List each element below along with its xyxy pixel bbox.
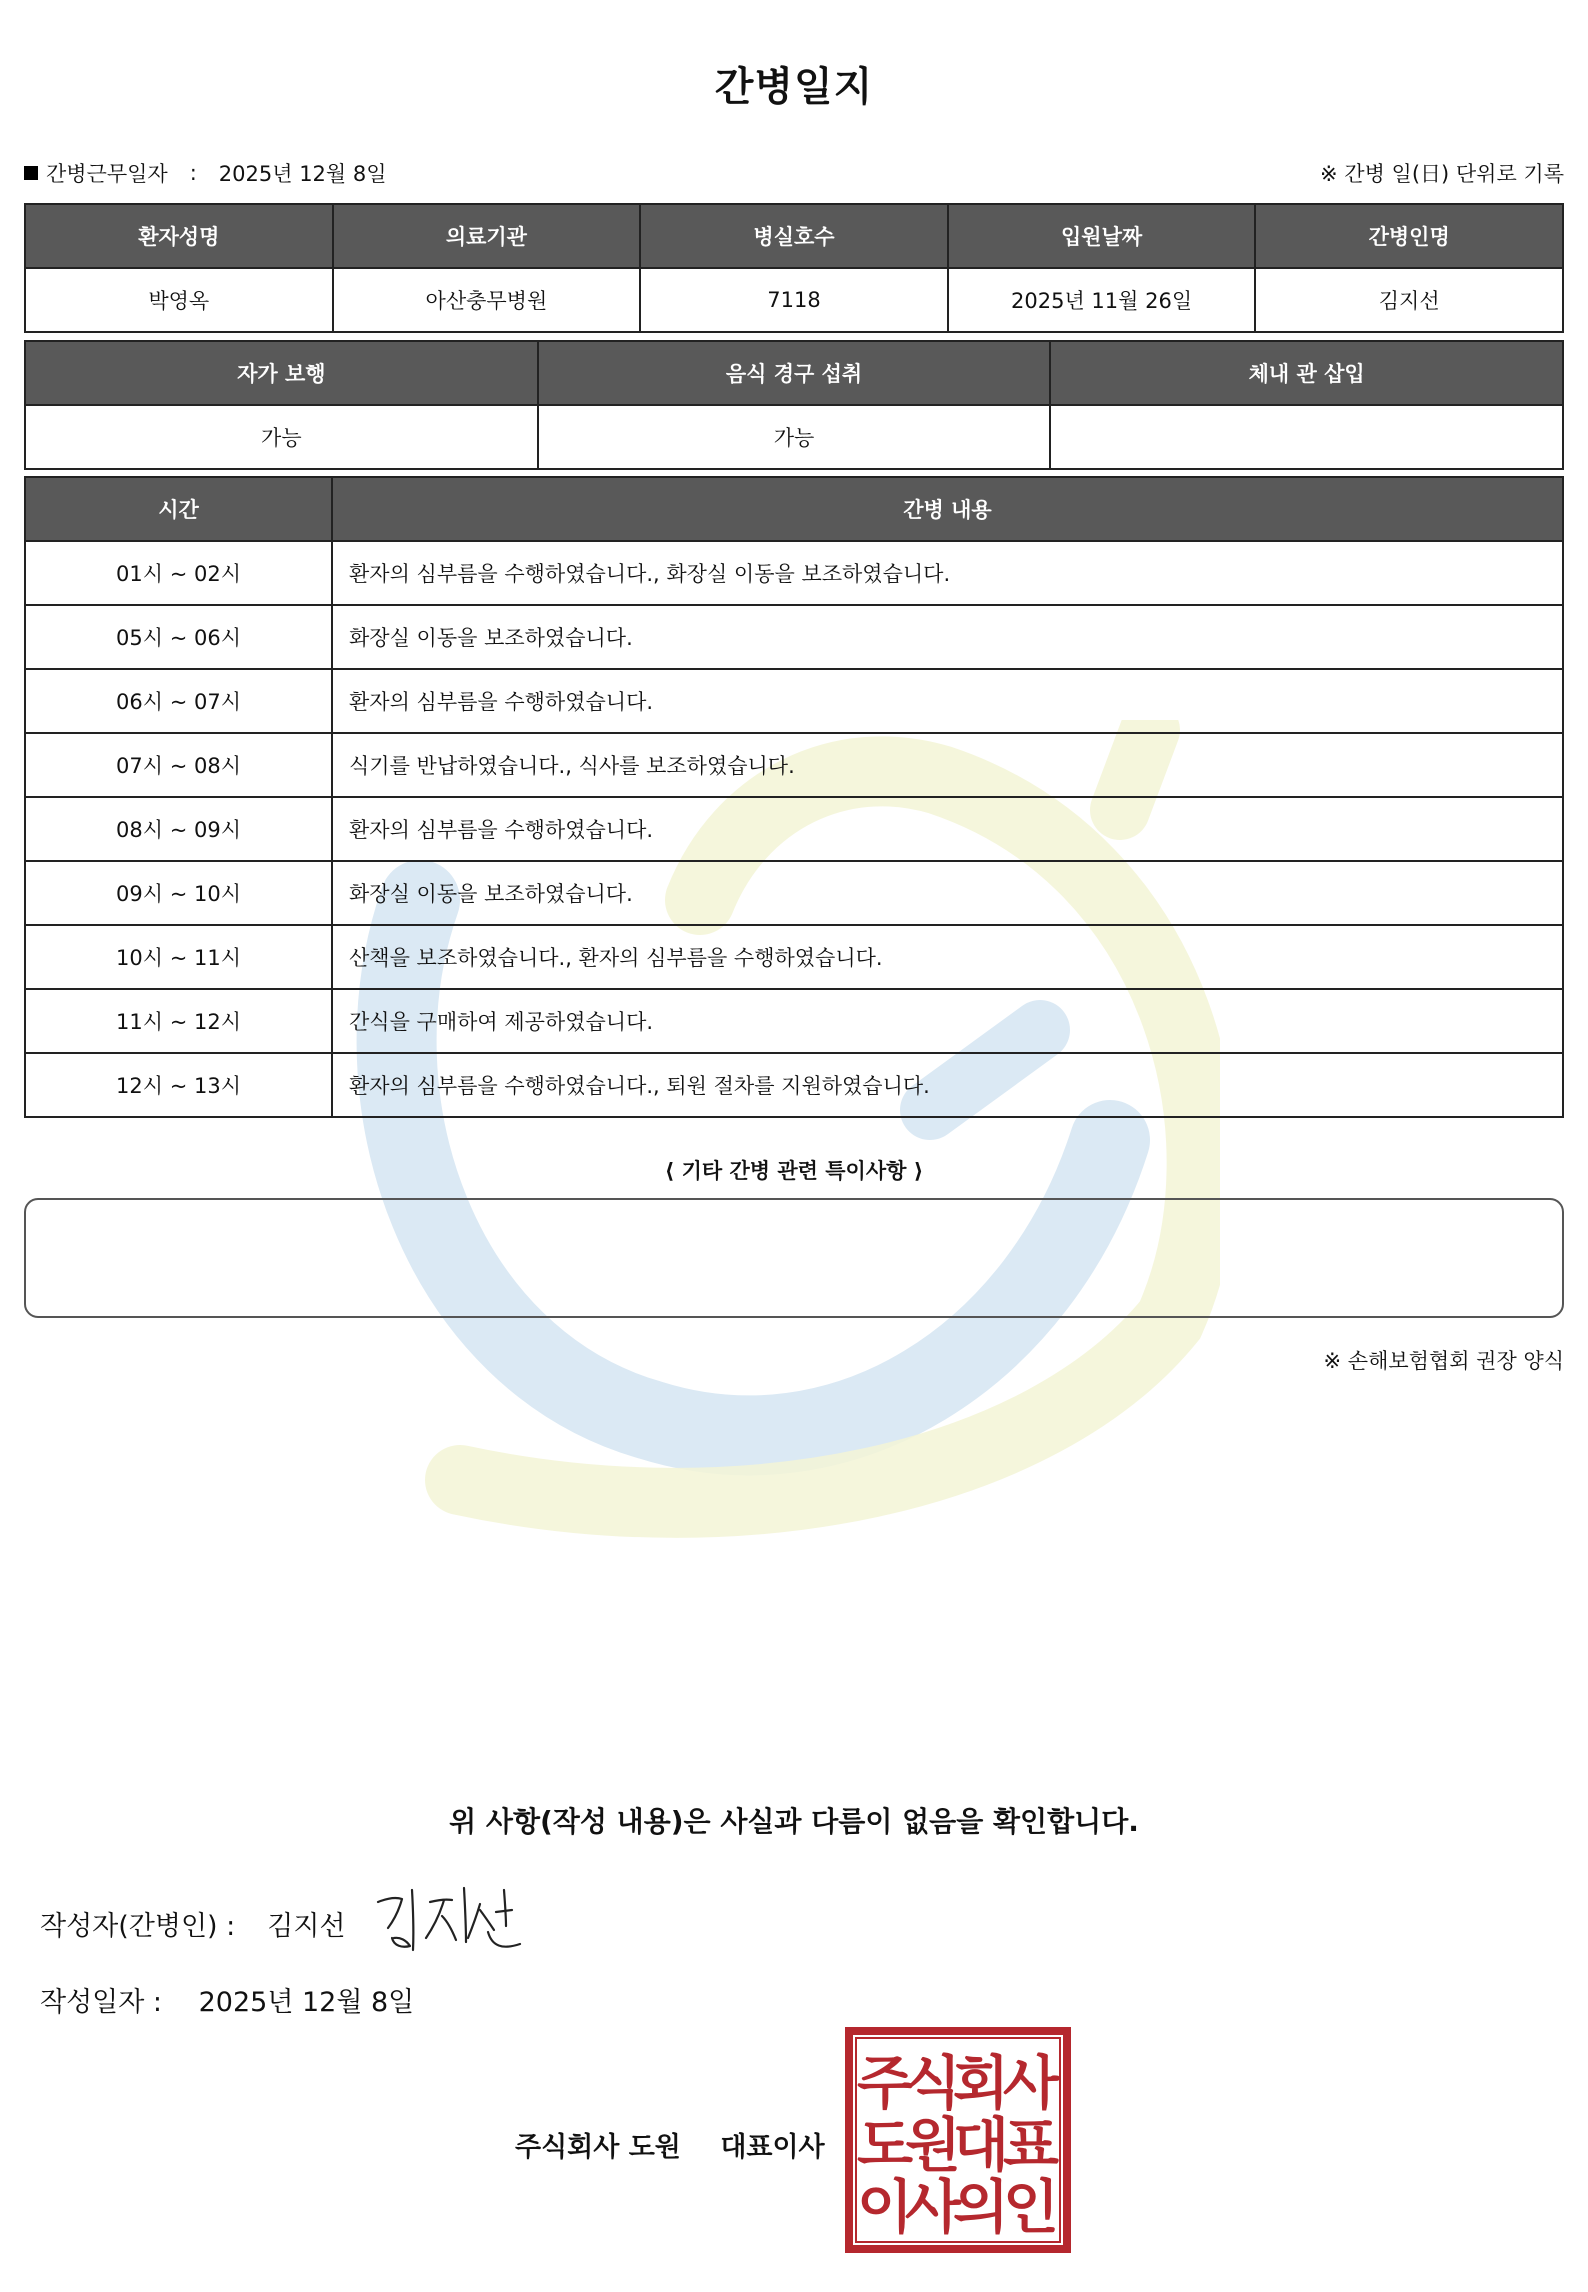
- table-row: [25, 797, 1563, 861]
- written-date-label: 작성일자 :: [40, 1987, 163, 2018]
- table-row: [25, 541, 1563, 605]
- header-patient-name: 환자성명: [25, 204, 333, 268]
- caregiver-name: 김지선: [1255, 268, 1563, 332]
- company-line: [515, 2125, 825, 2164]
- table-row: [25, 669, 1563, 733]
- writer-name: 김지선: [267, 1911, 346, 1942]
- header-care-content: 간병 내용: [332, 477, 1563, 541]
- table-row: [25, 925, 1563, 989]
- log-time: 11시 ~ 12시: [25, 989, 332, 1053]
- log-content: 환자의 심부름을 수행하였습니다., 화장실 이동을 보조하였습니다.: [332, 541, 1563, 605]
- care-log-header-row: [25, 477, 1563, 541]
- svg-text:의: 의: [952, 2173, 1010, 2241]
- log-time: 08시 ~ 09시: [25, 797, 332, 861]
- writer-label: 작성자(간병인) :: [40, 1911, 236, 1942]
- log-content: 환자의 심부름을 수행하였습니다.: [332, 669, 1563, 733]
- log-time: 07시 ~ 08시: [25, 733, 332, 797]
- company-seal: [845, 2027, 1071, 2253]
- header-time: 시간: [25, 477, 332, 541]
- patient-status-value-row: [25, 405, 1563, 469]
- log-time: 10시 ~ 11시: [25, 925, 332, 989]
- log-time: 09시 ~ 10시: [25, 861, 332, 925]
- work-date-value: 2025년 12월 8일: [218, 162, 387, 186]
- svg-text:사: 사: [904, 2173, 962, 2241]
- work-date-separator: :: [189, 161, 197, 185]
- svg-text:원: 원: [904, 2111, 962, 2179]
- remarks-box: [24, 1198, 1564, 1318]
- header-tube-insertion: 체내 관 삽입: [1050, 341, 1563, 405]
- svg-text:이: 이: [856, 2173, 914, 2241]
- patient-info-value-row: [25, 268, 1563, 332]
- log-time: 12시 ~ 13시: [25, 1053, 332, 1117]
- room-number: 7118: [640, 268, 948, 332]
- company-title: 대표이사: [720, 2132, 825, 2163]
- svg-text:도: 도: [856, 2111, 914, 2179]
- svg-text:표: 표: [1002, 2111, 1060, 2179]
- work-date-line: [24, 158, 387, 188]
- patient-info-table: [24, 203, 1564, 333]
- svg-text:회: 회: [952, 2049, 1010, 2117]
- table-row: [25, 733, 1563, 797]
- work-date-label: 간병근무일자: [46, 162, 168, 186]
- patient-name: 박영옥: [25, 268, 333, 332]
- log-content: 화장실 이동을 보조하였습니다.: [332, 861, 1563, 925]
- table-row: [25, 861, 1563, 925]
- tube-insertion-value: [1050, 405, 1563, 469]
- log-time: 01시 ~ 02시: [25, 541, 332, 605]
- header-caregiver-name: 간병인명: [1255, 204, 1563, 268]
- log-time: 05시 ~ 06시: [25, 605, 332, 669]
- hospital-name: 아산충무병원: [333, 268, 641, 332]
- log-content: 환자의 심부름을 수행하였습니다., 퇴원 절차를 지원하였습니다.: [332, 1053, 1563, 1117]
- log-time: 06시 ~ 07시: [25, 669, 332, 733]
- self-walking-value: 가능: [25, 405, 538, 469]
- document-title: 간병일지: [714, 64, 874, 110]
- svg-text:사: 사: [1002, 2049, 1060, 2117]
- patient-status-header-row: [25, 341, 1563, 405]
- bullet-square-icon: [24, 166, 38, 180]
- remarks-title: ⟨ 기타 간병 관련 특이사항 ⟩: [664, 1159, 924, 1183]
- table-row: [25, 1053, 1563, 1117]
- svg-text:주: 주: [856, 2049, 914, 2117]
- confirmation-statement: 위 사항(작성 내용)은 사실과 다름이 없음을 확인합니다.: [449, 1805, 1139, 1838]
- svg-text:인: 인: [1002, 2173, 1060, 2241]
- patient-status-table: [24, 340, 1564, 470]
- writer-line: [40, 1904, 346, 1943]
- header-self-walking: 자가 보행: [25, 341, 538, 405]
- svg-text:식: 식: [904, 2049, 962, 2117]
- svg-text:대: 대: [952, 2111, 1010, 2179]
- care-log-table: [24, 476, 1564, 1118]
- written-date-line: [40, 1980, 414, 2019]
- patient-info-header-row: [25, 204, 1563, 268]
- admission-date: 2025년 11월 26일: [948, 268, 1256, 332]
- log-content: 식기를 반납하였습니다., 식사를 보조하였습니다.: [332, 733, 1563, 797]
- header-oral-intake: 음식 경구 섭취: [538, 341, 1051, 405]
- handwritten-signature: [372, 1880, 532, 1960]
- company-name: 주식회사 도원: [515, 2132, 681, 2163]
- header-hospital: 의료기관: [333, 204, 641, 268]
- log-content: 환자의 심부름을 수행하였습니다.: [332, 797, 1563, 861]
- header-admission-date: 입원날짜: [948, 204, 1256, 268]
- unit-note: ※ 간병 일(日) 단위로 기록: [1320, 162, 1564, 186]
- header-room-number: 병실호수: [640, 204, 948, 268]
- log-content: 간식을 구매하여 제공하였습니다.: [332, 989, 1563, 1053]
- log-content: 산책을 보조하였습니다., 환자의 심부름을 수행하였습니다.: [332, 925, 1563, 989]
- log-content: 화장실 이동을 보조하였습니다.: [332, 605, 1563, 669]
- table-row: [25, 605, 1563, 669]
- table-row: [25, 989, 1563, 1053]
- form-source-note: ※ 손해보험협회 권장 양식: [1323, 1349, 1564, 1373]
- written-date-value: 2025년 12월 8일: [198, 1987, 415, 2018]
- oral-intake-value: 가능: [538, 405, 1051, 469]
